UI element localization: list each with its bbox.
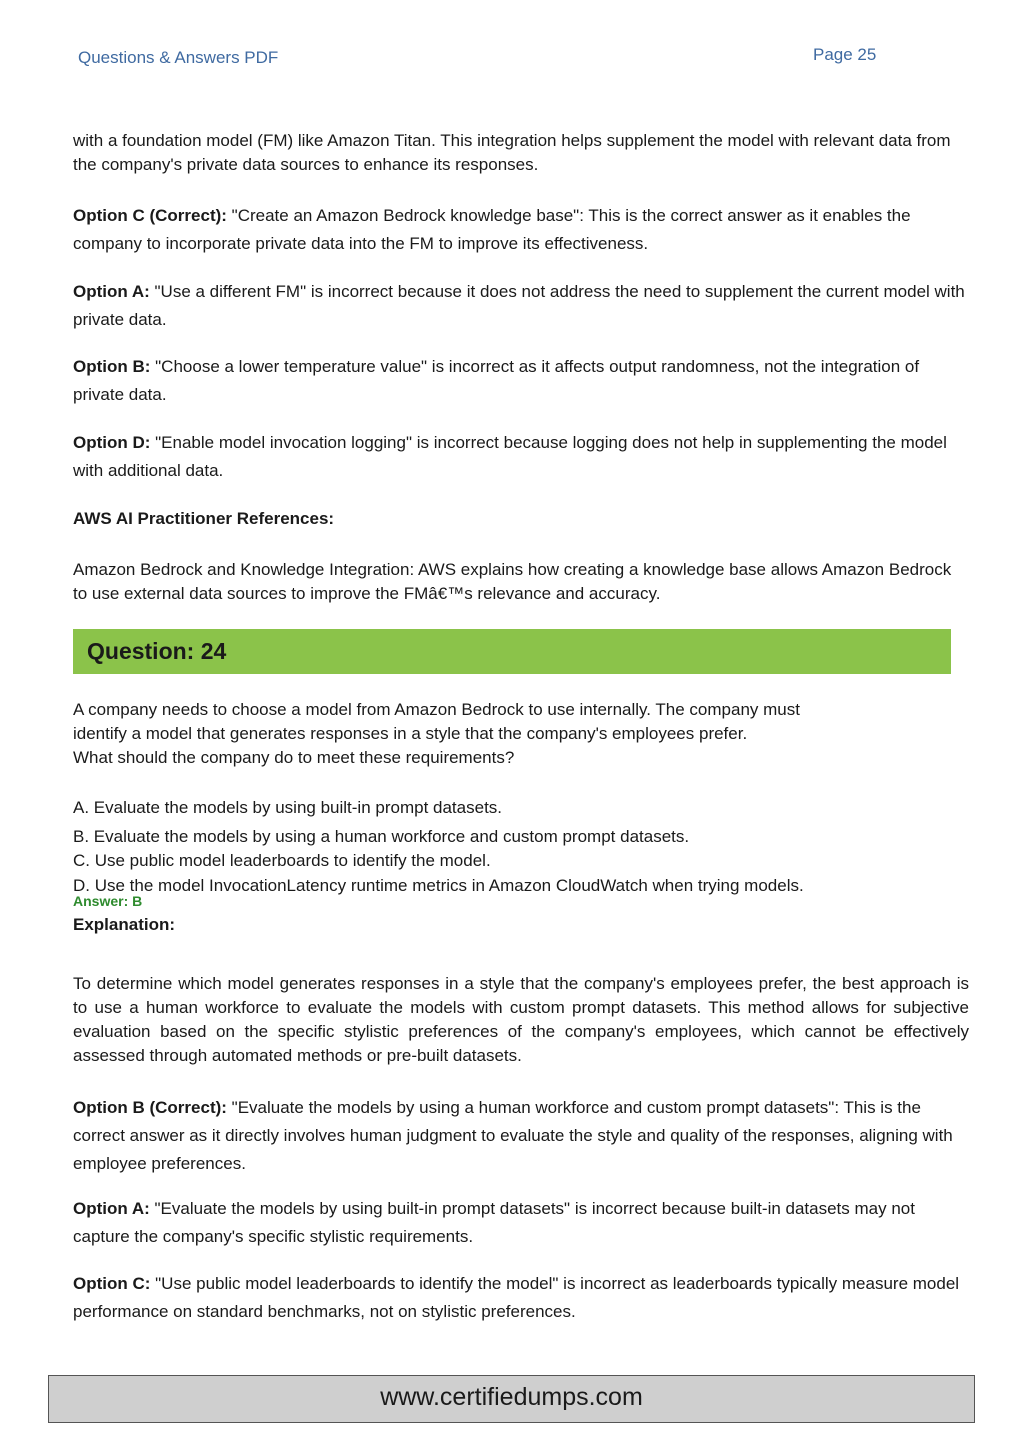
prev-option-c	[73, 202, 969, 258]
option-label: Option B:	[73, 357, 151, 376]
option-a	[73, 1195, 969, 1251]
option-label: Option A:	[73, 1199, 150, 1218]
question-line-2: identify a model that generates responses in a style that the company's employees prefer.	[73, 724, 748, 743]
option-label: Option D:	[73, 433, 151, 452]
question-line-3: What should the company do to meet these requirements?	[73, 748, 515, 767]
option-text: "Create an Amazon Bedrock knowledge base": This is the correct answer as it enables the company to incorporate private data into the FM to improve its effectiveness.	[73, 206, 911, 253]
intro-paragraph: with a foundation model (FM) like Amazon Titan. This integration helps supplement the model with relevant data from the company's private data sources to enhance its responses.	[73, 131, 951, 174]
option-b-correct	[73, 1094, 969, 1178]
prev-option-a	[73, 278, 969, 334]
option-text: "Evaluate the models by using built-in prompt datasets" is incorrect because built-in datasets may not capture the company's specific stylistic requirements.	[73, 1199, 915, 1246]
references-text: Amazon Bedrock and Knowledge Integration: AWS explains how creating a knowledge base allows Amazon Bedrock to use external data sources to improve the FMâ€™s relevance and accuracy.	[73, 560, 952, 603]
prev-option-d	[73, 429, 969, 485]
question-title: Question: 24	[87, 638, 227, 664]
choice-b: B. Evaluate the models by using a human workforce and custom prompt datasets.	[73, 827, 690, 846]
option-text: "Evaluate the models by using a human workforce and custom prompt datasets": This is the correct answer as it directly involves human judgment to evaluate the style and quality of the responses, aligning with employee preferences.	[73, 1098, 953, 1173]
explanation-heading: Explanation:	[73, 915, 176, 934]
choice-d: D. Use the model InvocationLatency runtime metrics in Amazon CloudWatch when trying models.	[73, 876, 804, 895]
option-text: "Use a different FM" is incorrect because it does not address the need to supplement the current model with private data.	[73, 282, 965, 329]
option-label: Option A:	[73, 282, 150, 301]
footer-url[interactable]: www.certifiedumps.com	[380, 1383, 643, 1411]
choice-a: A. Evaluate the models by using built-in prompt datasets.	[73, 798, 503, 817]
footer-bar	[48, 1375, 975, 1423]
explanation-text: To determine which model generates responses in a style that the company's employees prefer, the best approach is to use a human workforce to evaluate the models with custom prompt datasets. This method allows for subjective evaluation based on the specific stylistic preferences of the company's employees, which cannot be effectively assessed through automated methods or pre-built datasets.	[73, 974, 969, 1065]
question-line-1: A company needs to choose a model from Amazon Bedrock to use internally. The company must	[73, 700, 800, 719]
prev-option-b	[73, 353, 969, 409]
option-label: Option C (Correct):	[73, 206, 227, 225]
option-text: "Choose a lower temperature value" is incorrect as it affects output randomness, not the integration of private data.	[73, 357, 920, 404]
header-title: Questions & Answers PDF	[78, 48, 279, 67]
option-text: "Enable model invocation logging" is incorrect because logging does not help in supplementing the model with additional data.	[73, 433, 947, 480]
option-text: "Use public model leaderboards to identify the model" is incorrect as leaderboards typically measure model performance on standard benchmarks, not on stylistic preferences.	[73, 1274, 960, 1321]
option-label: Option C:	[73, 1274, 151, 1293]
page-number: Page 25	[813, 45, 877, 64]
option-label: Option B (Correct):	[73, 1098, 227, 1117]
choice-c: C. Use public model leaderboards to identify the model.	[73, 851, 491, 870]
question-header-bar	[73, 629, 951, 674]
option-c	[73, 1270, 969, 1326]
references-heading: AWS AI Practitioner References:	[73, 509, 335, 528]
answer-label: Answer: B	[73, 893, 143, 909]
